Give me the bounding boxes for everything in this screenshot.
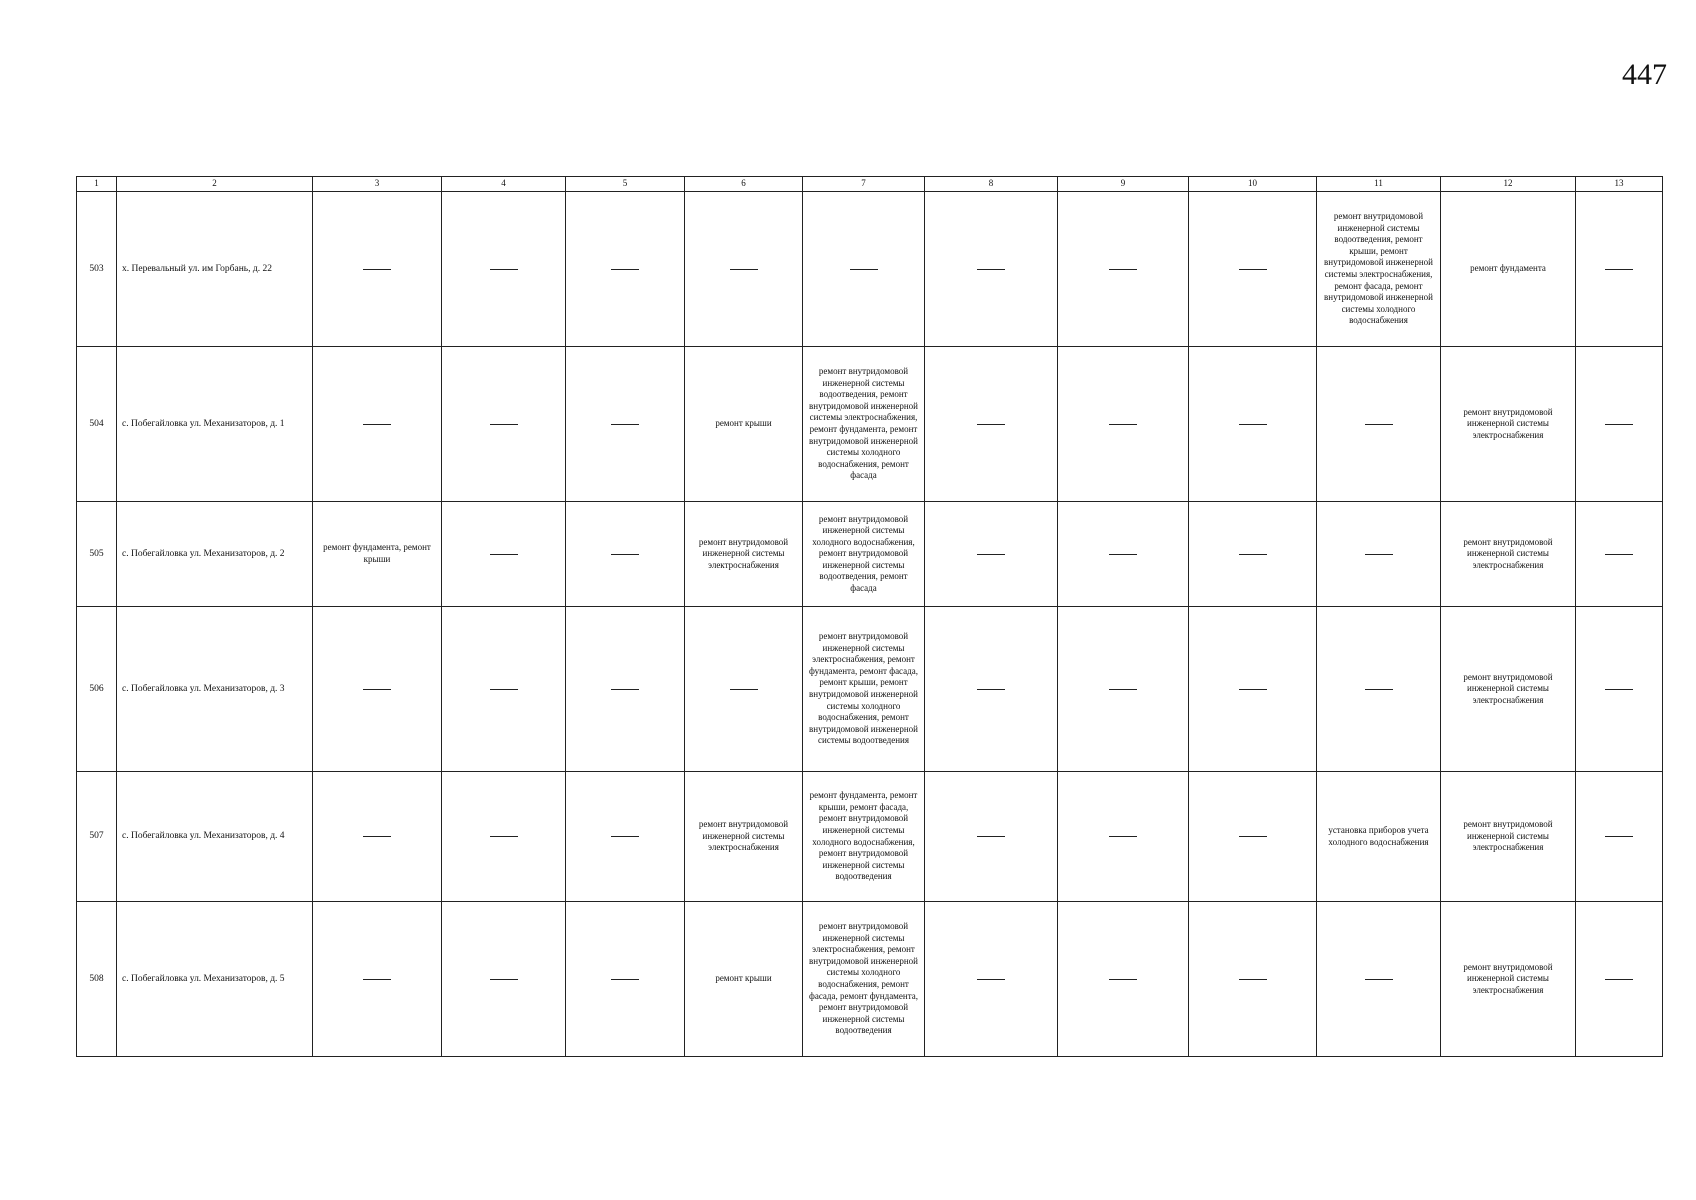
empty-cell bbox=[566, 192, 685, 347]
dash-mark bbox=[1239, 424, 1267, 425]
dash-mark bbox=[1605, 836, 1633, 837]
empty-cell bbox=[1189, 502, 1317, 607]
empty-cell bbox=[925, 502, 1058, 607]
dash-mark bbox=[730, 689, 758, 690]
empty-cell bbox=[442, 902, 566, 1057]
row-number: 508 bbox=[77, 902, 117, 1057]
work-cell: ремонт внутридомовой инженерной системы холодного водоснабжения, ремонт внутридомовой инженерной системы водоотведения, ремонт фасада bbox=[803, 502, 925, 607]
dash-mark bbox=[490, 836, 518, 837]
empty-cell bbox=[442, 607, 566, 772]
empty-cell bbox=[803, 192, 925, 347]
dash-mark bbox=[730, 269, 758, 270]
work-cell: ремонт фундамента, ремонт крыши bbox=[313, 502, 442, 607]
empty-cell bbox=[1317, 607, 1441, 772]
dash-mark bbox=[1605, 689, 1633, 690]
page-number: 447 bbox=[1622, 58, 1667, 91]
work-cell: ремонт фундамента bbox=[1441, 192, 1576, 347]
dash-mark bbox=[1239, 269, 1267, 270]
address-cell: х. Перевальный ул. им Горбань, д. 22 bbox=[117, 192, 313, 347]
dash-mark bbox=[611, 979, 639, 980]
dash-mark bbox=[490, 689, 518, 690]
empty-cell bbox=[566, 772, 685, 902]
address-cell: с. Побегайловка ул. Механизаторов, д. 4 bbox=[117, 772, 313, 902]
dash-mark bbox=[1365, 554, 1393, 555]
empty-cell bbox=[1058, 902, 1189, 1057]
empty-cell bbox=[1189, 347, 1317, 502]
empty-cell bbox=[685, 607, 803, 772]
dash-mark bbox=[1365, 979, 1393, 980]
dash-mark bbox=[1109, 979, 1137, 980]
column-header: 2 bbox=[117, 177, 313, 192]
column-header: 3 bbox=[313, 177, 442, 192]
dash-mark bbox=[977, 689, 1005, 690]
empty-cell bbox=[313, 192, 442, 347]
work-cell: ремонт внутридомовой инженерной системы электроснабжения bbox=[685, 772, 803, 902]
dash-mark bbox=[1605, 269, 1633, 270]
work-cell: ремонт внутридомовой инженерной системы водоотведения, ремонт крыши, ремонт внутридомовой инженерной системы электроснабжения, ремонт фасада, ремонт внутридомовой инженерной системы холодного водоснабжения bbox=[1317, 192, 1441, 347]
empty-cell bbox=[1317, 502, 1441, 607]
empty-cell bbox=[1317, 347, 1441, 502]
dash-mark bbox=[1109, 269, 1137, 270]
empty-cell bbox=[1576, 902, 1663, 1057]
empty-cell bbox=[1576, 607, 1663, 772]
column-header: 7 bbox=[803, 177, 925, 192]
dash-mark bbox=[1239, 979, 1267, 980]
work-cell: ремонт внутридомовой инженерной системы электроснабжения bbox=[1441, 772, 1576, 902]
empty-cell bbox=[1576, 192, 1663, 347]
dash-mark bbox=[1605, 554, 1633, 555]
dash-mark bbox=[611, 689, 639, 690]
dash-mark bbox=[977, 424, 1005, 425]
work-cell: ремонт крыши bbox=[685, 347, 803, 502]
dash-mark bbox=[1605, 979, 1633, 980]
dash-mark bbox=[611, 554, 639, 555]
table-row bbox=[77, 347, 1663, 502]
empty-cell bbox=[313, 902, 442, 1057]
dash-mark bbox=[611, 836, 639, 837]
address-cell: с. Побегайловка ул. Механизаторов, д. 1 bbox=[117, 347, 313, 502]
address-cell: с. Побегайловка ул. Механизаторов, д. 3 bbox=[117, 607, 313, 772]
dash-mark bbox=[1239, 554, 1267, 555]
empty-cell bbox=[442, 192, 566, 347]
column-header: 13 bbox=[1576, 177, 1663, 192]
work-cell: ремонт внутридомовой инженерной системы электроснабжения bbox=[1441, 502, 1576, 607]
row-number: 503 bbox=[77, 192, 117, 347]
column-header: 6 bbox=[685, 177, 803, 192]
table-row bbox=[77, 192, 1663, 347]
dash-mark bbox=[1365, 424, 1393, 425]
empty-cell bbox=[1317, 902, 1441, 1057]
empty-cell bbox=[566, 902, 685, 1057]
dash-mark bbox=[1605, 424, 1633, 425]
dash-mark bbox=[977, 979, 1005, 980]
dash-mark bbox=[363, 979, 391, 980]
address-cell: с. Побегайловка ул. Механизаторов, д. 5 bbox=[117, 902, 313, 1057]
dash-mark bbox=[363, 424, 391, 425]
dash-mark bbox=[977, 554, 1005, 555]
row-number: 506 bbox=[77, 607, 117, 772]
empty-cell bbox=[1189, 772, 1317, 902]
dash-mark bbox=[977, 836, 1005, 837]
dash-mark bbox=[1109, 836, 1137, 837]
column-header: 4 bbox=[442, 177, 566, 192]
dash-mark bbox=[490, 554, 518, 555]
empty-cell bbox=[925, 772, 1058, 902]
dash-mark bbox=[490, 979, 518, 980]
work-cell: ремонт внутридомовой инженерной системы электроснабжения, ремонт внутридомовой инженерной системы холодного водоснабжения, ремонт фасада, ремонт фундамента, ремонт внутридомовой инженерной системы водоотведения bbox=[803, 902, 925, 1057]
empty-cell bbox=[685, 192, 803, 347]
row-number: 507 bbox=[77, 772, 117, 902]
empty-cell bbox=[442, 772, 566, 902]
empty-cell bbox=[1576, 347, 1663, 502]
empty-cell bbox=[566, 502, 685, 607]
column-header: 8 bbox=[925, 177, 1058, 192]
work-cell: ремонт внутридомовой инженерной системы электроснабжения bbox=[685, 502, 803, 607]
empty-cell bbox=[1058, 347, 1189, 502]
column-number-row bbox=[77, 177, 1663, 192]
dash-mark bbox=[1109, 424, 1137, 425]
table-row bbox=[77, 772, 1663, 902]
address-cell: с. Побегайловка ул. Механизаторов, д. 2 bbox=[117, 502, 313, 607]
dash-mark bbox=[1239, 836, 1267, 837]
dash-mark bbox=[490, 424, 518, 425]
empty-cell bbox=[1058, 502, 1189, 607]
dash-mark bbox=[1239, 689, 1267, 690]
dash-mark bbox=[611, 424, 639, 425]
column-header: 12 bbox=[1441, 177, 1576, 192]
work-cell: ремонт внутридомовой инженерной системы электроснабжения bbox=[1441, 902, 1576, 1057]
column-header: 1 bbox=[77, 177, 117, 192]
work-cell: ремонт фундамента, ремонт крыши, ремонт фасада, ремонт внутридомовой инженерной системы холодного водоснабжения, ремонт внутридомовой инженерной системы водоотведения bbox=[803, 772, 925, 902]
empty-cell bbox=[566, 347, 685, 502]
column-header: 11 bbox=[1317, 177, 1441, 192]
dash-mark bbox=[1109, 689, 1137, 690]
dash-mark bbox=[1365, 689, 1393, 690]
empty-cell bbox=[313, 607, 442, 772]
dash-mark bbox=[363, 836, 391, 837]
empty-cell bbox=[1058, 772, 1189, 902]
empty-cell bbox=[1576, 772, 1663, 902]
table-row bbox=[77, 607, 1663, 772]
dash-mark bbox=[1109, 554, 1137, 555]
table-row bbox=[77, 902, 1663, 1057]
work-cell: ремонт крыши bbox=[685, 902, 803, 1057]
empty-cell bbox=[925, 607, 1058, 772]
empty-cell bbox=[925, 902, 1058, 1057]
empty-cell bbox=[925, 192, 1058, 347]
column-header: 5 bbox=[566, 177, 685, 192]
dash-mark bbox=[611, 269, 639, 270]
dash-mark bbox=[977, 269, 1005, 270]
empty-cell bbox=[1189, 607, 1317, 772]
column-header: 9 bbox=[1058, 177, 1189, 192]
dash-mark bbox=[363, 689, 391, 690]
work-cell: установка приборов учета холодного водоснабжения bbox=[1317, 772, 1441, 902]
repair-schedule-table bbox=[76, 176, 1663, 1057]
work-cell: ремонт внутридомовой инженерной системы электроснабжения bbox=[1441, 347, 1576, 502]
table-row bbox=[77, 502, 1663, 607]
column-header: 10 bbox=[1189, 177, 1317, 192]
empty-cell bbox=[1189, 902, 1317, 1057]
work-cell: ремонт внутридомовой инженерной системы электроснабжения, ремонт фундамента, ремонт фасада, ремонт крыши, ремонт внутридомовой инженерной системы холодного водоснабжения, ремонт внутридомовой инженерной системы водоотведения bbox=[803, 607, 925, 772]
empty-cell bbox=[566, 607, 685, 772]
empty-cell bbox=[442, 502, 566, 607]
empty-cell bbox=[1058, 192, 1189, 347]
empty-cell bbox=[442, 347, 566, 502]
dash-mark bbox=[490, 269, 518, 270]
work-cell: ремонт внутридомовой инженерной системы электроснабжения bbox=[1441, 607, 1576, 772]
empty-cell bbox=[1058, 607, 1189, 772]
empty-cell bbox=[925, 347, 1058, 502]
empty-cell bbox=[1189, 192, 1317, 347]
row-number: 505 bbox=[77, 502, 117, 607]
empty-cell bbox=[313, 347, 442, 502]
dash-mark bbox=[363, 269, 391, 270]
empty-cell bbox=[1576, 502, 1663, 607]
row-number: 504 bbox=[77, 347, 117, 502]
work-cell: ремонт внутридомовой инженерной системы водоотведения, ремонт внутридомовой инженерной системы электроснабжения, ремонт фундамента, ремонт внутридомовой инженерной системы холодного водоснабжения, ремонт фасада bbox=[803, 347, 925, 502]
dash-mark bbox=[850, 269, 878, 270]
empty-cell bbox=[313, 772, 442, 902]
